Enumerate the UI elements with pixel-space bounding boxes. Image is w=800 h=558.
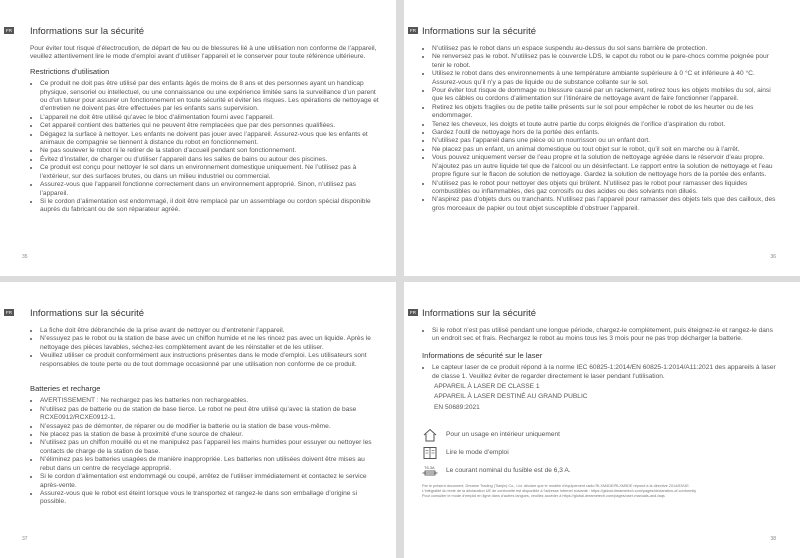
symbol-text: Lire le mode d’emploi [446,449,509,457]
page-title: Informations sur la sécurité [422,26,537,37]
section-subtitle: Restrictions d’utilisation [30,66,110,76]
symbol-row [422,426,780,444]
list-item: • Évitez d’installer, de charger ou d’utiliser l’appareil dans les salles de bains ou autour des piscines. [40,156,380,164]
manual-page-36 [404,0,800,276]
laser-list [422,364,780,381]
list-item: • Si le cordon d’alimentation est endommagé ou coupé, arrêtez de l’utiliser immédiatement et contactez le service après-vente. [40,473,380,490]
page-body [30,45,380,221]
list-item: • Tenez les cheveux, les doigts et toute autre partie du corps éloignés de l’orifice d’aspiration du robot. [432,121,780,129]
list-item: • Dégagez la surface à nettoyer. Les enfants ne doivent pas jouer avec l’appareil. Assurez-vous que les enfants et animaux de compagnie se tiennent à distance du robot en fonctionnement. [40,131,380,148]
language-tag: FR [6,310,12,315]
list-item: • Ne placez pas un enfant, un animal domestique ou tout objet sur le robot, qu’il soit en marche ou à l’arrêt. [432,146,780,154]
storage-list [422,327,780,344]
symbol-legend [422,426,780,480]
list-item: • AVERTISSEMENT : Ne rechargez pas les batteries non rechargeables. [40,397,380,405]
laser-class-line: APPAREIL À LASER DE CLASSE 1 [434,383,540,391]
list-item: • N’essuyez pas le robot ou la station de base avec un chiffon humide et ne les rincez pas avec un liquide. Après le nettoyage des pièces lavables, séchez-les complètement avant de les réinstaller et de les utiliser. [40,335,380,352]
page-title: Informations sur la sécurité [30,308,145,319]
list-item: • N’utilisez pas l’appareil dans une pièce où un nourrisson ou un enfant dort. [432,137,780,145]
list-item: • Le capteur laser de ce produit répond à la norme IEC 60825-1:2014/EN 60825-1:2014/A11:2021 des appareils à laser de classe 1. Veuillez éviter de regarder directement le laser pendant l’utilisation. [432,364,780,381]
conformity-fine-print [422,484,780,499]
section-subtitle: Informations de sécurité sur le laser [422,350,543,360]
list-item: • Ne placez pas la station de base à proximité d’une source de chaleur. [40,431,380,439]
list-item: • N’utilisez pas de batterie ou de station de base tierce. Le robot ne peut être utilisé qu’avec la station de base RCXE0912/RCXE0912-1. [40,406,380,423]
house-icon [422,428,438,442]
list-item: • Ce produit est conçu pour nettoyer le sol dans un environnement domestique uniquement. Ne l’utilisez pas à l’extérieur, sur des surfaces brutes, ou dans un milieu industriel ou commercial. [40,164,380,181]
page-number: 38 [770,536,776,542]
list-item: • N’utilisez pas le robot pour nettoyer des objets qui brûlent. N’utilisez pas le robot pour ramasser des liquides combustibles ou inflammables, des gaz corrosifs ou des acides ou des solvants non dilués. [432,180,780,197]
battery-list [30,397,380,506]
fine-print-line: Par le présent document, Dreame Trading (Tianjin) Co., Ltd. déclare que le modèle d’équipement radio RLXM4DE/RLXM5DE répond à la directive 2014/53/UE. [422,484,690,489]
symbol-text: Pour un usage en intérieur uniquement [446,431,561,439]
page-body [422,45,780,219]
laser-class-line: EN 50689:2021 [434,403,480,411]
page-body [422,327,780,499]
symbol-row [422,444,780,462]
list-item: • N’essayez pas de démonter, de réparer ou de modifier la batterie ou la station de base vous-même. [40,423,380,431]
list-item: • Veuillez utiliser ce produit conformément aux instructions présentes dans le mode d’emploi. Les utilisateurs sont responsables de toute perte ou de tout dommage occasionné par une utilisation non conforme de ce produit. [40,352,380,369]
laser-class-line: APPAREIL À LASER DESTINÉ AU GRAND PUBLIC [434,393,588,401]
list-item: • N’éliminez pas les batteries usagées de manière inappropriée. Les batteries non utilisées doivent être mises au rebut dans un centre de recyclage approprié. [40,456,380,473]
symbol-text: Le courant nominal du fusible est de 6,3 A. [446,467,571,475]
intro-paragraph: Pour éviter tout risque d’électrocution, de départ de feu ou de blessures lié à une utilisation non conforme de l’appareil, veuillez attentivement lire le mode d’emploi avant d’utiliser l’appareil et le conserver pour toute référence ultérieure. [30,45,377,61]
list-item: • La fiche doit être débranchée de la prise avant de nettoyer ou d’entretenir l’appareil. [40,327,380,335]
fine-print-line: L’intégralité du texte de la déclaration UE de conformité est disponible à l’adresse Internet suivante : https://global.dreametech.com/pages/declaration-of-conformity [422,489,697,494]
safety-list [30,327,380,369]
list-item: • Vous pouvez uniquement verser de l’eau propre et la solution de nettoyage agréée dans le réservoir d’eau propre. N’ajoutez pas un autre liquide tel que de l’alcool ou un désinfectant. Le rapport entre la solution de nettoyage et l’eau propre figure sur le flacon de solution de nettoyage. Gardez la solution de nettoyage hors de la portée des enfants. [432,154,780,179]
manual-page-37 [0,282,396,558]
page-body [30,327,380,513]
fuse-label: T6.3A [424,465,435,471]
safety-list [422,45,780,213]
page-number: 35 [22,254,28,260]
page-number: 36 [770,254,776,260]
list-item: • Ne renversez pas le robot. N’utilisez pas le couvercle LDS, le capot du robot ou le pare-chocs comme poignée pour tenir le robot. [432,53,780,70]
page-title: Informations sur la sécurité [30,26,145,37]
language-tag: FR [6,28,12,33]
symbol-row [422,462,780,480]
restrictions-list [30,80,380,215]
fine-print-line: Pour consulter le mode d’emploi en ligne dans d’autres langues, veuillez accéder à https://global.dreametech.com/pages/user-manuals-and-faqs [422,494,665,499]
list-item: • L’appareil ne doit être utilisé qu’avec le bloc d’alimentation fourni avec l’appareil. [40,114,380,122]
manual-book-icon [422,446,438,460]
list-item: • Assurez-vous que le robot est éteint lorsque vous le transportez et rangez-le dans son emballage d’origine si possible. [40,490,380,507]
list-item: • N’utilisez pas un chiffon mouillé ou et ne manipulez pas l’appareil les mains humides pour essuyer ou nettoyer les contacts de charge de la station de base. [40,439,380,456]
section-subtitle: Batteries et recharge [30,384,101,394]
list-item: • Gardez l’outil de nettoyage hors de la portée des enfants. [432,129,780,137]
list-item: • N’aspirez pas d’objets durs ou tranchants. N’utilisez pas l’appareil pour ramasser des objets tels que des cailloux, des gros morceaux de papier ou tout objet susceptible d’obstruer l’appareil. [432,196,780,213]
list-item: • Ce produit ne doit pas être utilisé par des enfants âgés de moins de 8 ans et des personnes ayant un handicap physique, sensoriel ou intellectuel, ou une connaissance ou une expérience limitée sans la surveillance d’un parent ou d’un tuteur pour assurer un fonctionnement en toute sécurité et éviter les risques. Les opérations de nettoyage et d’entretien ne doivent pas être effectuées par les enfants sans supervision. [40,80,380,114]
list-item: • Si le cordon d’alimentation est endommagé, il doit être remplacé par un assemblage ou cordon spécial disponible auprès du fabricant ou de son réparateur agréé. [40,198,380,215]
page-number: 37 [22,536,28,542]
list-item: • Si le robot n’est pas utilisé pendant une longue période, chargez-le complètement, puis éteignez-le et rangez-le dans un endroit sec et frais. Rechargez le robot au moins tous les 3 mois pour ne pas trop décharger la batterie. [432,327,780,344]
list-item: • Ne pas soulever le robot ni le retirer de la station d’accueil pendant son fonctionnement. [40,147,380,155]
list-item: • Cet appareil contient des batteries qui ne peuvent être remplacées que par des personnes qualifiées. [40,122,380,130]
language-tag: FR [410,310,416,315]
manual-page-38 [404,282,800,558]
list-item: • N’utilisez pas le robot dans un espace suspendu au-dessus du sol sans barrière de protection. [432,45,780,53]
language-tag: FR [410,28,416,33]
page-title: Informations sur la sécurité [422,308,537,319]
list-item: • Retirez les objets fragiles ou de petite taille présents sur le sol pour empêcher le robot de les heurter ou de les endommager. [432,104,780,121]
manual-page-35 [0,0,396,276]
fuse-icon [422,464,438,478]
list-item: • Utilisez le robot dans des environnements à une température ambiante supérieure à 0 °C et inférieure à 40 °C. Assurez-vous qu’il n’y a pas de liquide ou de substance collante sur le sol. [432,70,780,87]
list-item: • Pour éviter tout risque de dommage ou blessure causé par un raclement, retirez tous les objets mobiles du sol, ainsi que les câbles ou cordons d’alimentation sur l’itinéraire de nettoyage avant de faire fonctionner l’appareil. [432,87,780,104]
list-item: • Assurez-vous que l’appareil fonctionne correctement dans un environnement approprié. Sinon, n’utilisez pas l’appareil. [40,181,380,198]
